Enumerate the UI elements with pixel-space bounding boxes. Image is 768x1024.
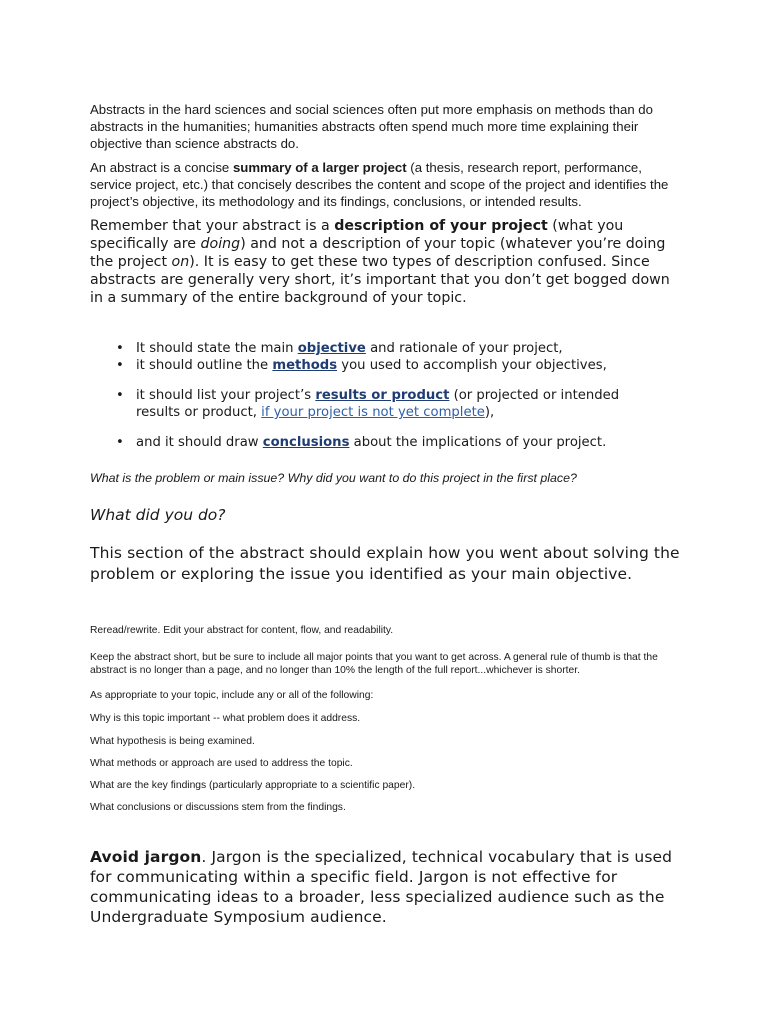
text: . Jargon is the specialized, technical vocabulary that is used for communicating within a specific field. Jargon is not effective for communicating ideas to a broader, less specialized audience such as the Undergraduate Symposium audience. bbox=[90, 848, 673, 926]
tip-hypothesis: What hypothesis is being examined. bbox=[90, 736, 255, 747]
italic-doing: doing bbox=[200, 236, 241, 252]
objective-link[interactable]: objective bbox=[297, 341, 366, 356]
paragraph-avoid-jargon bbox=[90, 847, 680, 927]
text: (a thesis, research report, performance, service project, etc.) that concisely describes the content and scope of the project and identifies the project’s objective, its methodology and its findings, conclusions, or intended results. bbox=[90, 160, 669, 209]
bullet-icon: • bbox=[116, 435, 124, 450]
tip-reread: Reread/rewrite. Edit your abstract for content, flow, and readability. bbox=[90, 625, 394, 636]
bullet-icon: • bbox=[116, 341, 124, 356]
bold-description: description of your project bbox=[334, 218, 548, 234]
text: (what you specifically are bbox=[90, 218, 624, 252]
tip-methods: What methods or approach are used to address the topic. bbox=[90, 758, 353, 769]
list-item bbox=[90, 434, 650, 451]
italic-on: on bbox=[171, 254, 190, 270]
bullet-list bbox=[90, 340, 650, 451]
conclusions-link[interactable]: conclusions bbox=[262, 435, 350, 450]
tip-include: As appropriate to your topic, include any or all of the following: bbox=[90, 690, 374, 701]
text: and rationale of your project, bbox=[365, 341, 563, 356]
tip-why-important: Why is this topic important -- what problem does it address. bbox=[90, 713, 361, 724]
heading-what-did-you-do: What did you do? bbox=[90, 506, 226, 524]
question-problem: What is the problem or main issue? Why did you want to do this project in the first place? bbox=[90, 471, 577, 485]
text: ) and not a description of your topic (whatever you’re doing the project bbox=[90, 236, 666, 270]
text: it should outline the bbox=[136, 358, 273, 373]
not-complete-link[interactable]: if your project is not yet complete bbox=[261, 405, 485, 420]
bullet-icon: • bbox=[116, 358, 124, 373]
text: and it should draw bbox=[136, 435, 263, 450]
tip-keep-short: Keep the abstract short, but be sure to include all major points that you want to get across. A general rule of thumb is that the abstract is no longer than a page, and no longer than 10% the length of the full report...whichever is shorter. bbox=[90, 652, 658, 676]
paragraph-hard-sciences: Abstracts in the hard sciences and social sciences often put more emphasis on methods than do abstracts in the humanities; humanities abstracts often spend much more time explaining their objective than science abstracts do. bbox=[90, 102, 653, 151]
bold-avoid-jargon: Avoid jargon bbox=[90, 848, 202, 866]
bold-summary: summary of a larger project bbox=[232, 160, 407, 175]
text: ). It is easy to get these two types of description confused. Since abstracts are generally very short, it’s important that you don’t get bogged down in a summary of the entire background of your topic. bbox=[90, 254, 670, 306]
list-item bbox=[90, 340, 650, 357]
results-link[interactable]: results or product bbox=[315, 388, 450, 403]
list-item bbox=[90, 357, 650, 374]
list-item bbox=[90, 387, 650, 421]
text: about the implications of your project. bbox=[349, 435, 607, 450]
paragraph-abstract-definition bbox=[90, 159, 680, 210]
text: It should state the main bbox=[136, 341, 298, 356]
text: An abstract is a concise bbox=[90, 160, 233, 175]
text: you used to accomplish your objectives, bbox=[337, 358, 607, 373]
text: (or projected or intended results or product, bbox=[136, 388, 620, 420]
tip-findings: What are the key findings (particularly appropriate to a scientific paper). bbox=[90, 780, 416, 791]
tip-conclusions: What conclusions or discussions stem from the findings. bbox=[90, 802, 346, 813]
methods-link[interactable]: methods bbox=[272, 358, 338, 373]
bullet-icon: • bbox=[116, 388, 124, 403]
text: it should list your project’s bbox=[136, 388, 316, 403]
text: ), bbox=[484, 405, 495, 420]
paragraph-remember bbox=[90, 217, 680, 307]
text: Remember that your abstract is a bbox=[90, 218, 335, 234]
paragraph-section-explain: This section of the abstract should explain how you went about solving the problem or exploring the issue you identified as your main objective. bbox=[90, 544, 680, 583]
